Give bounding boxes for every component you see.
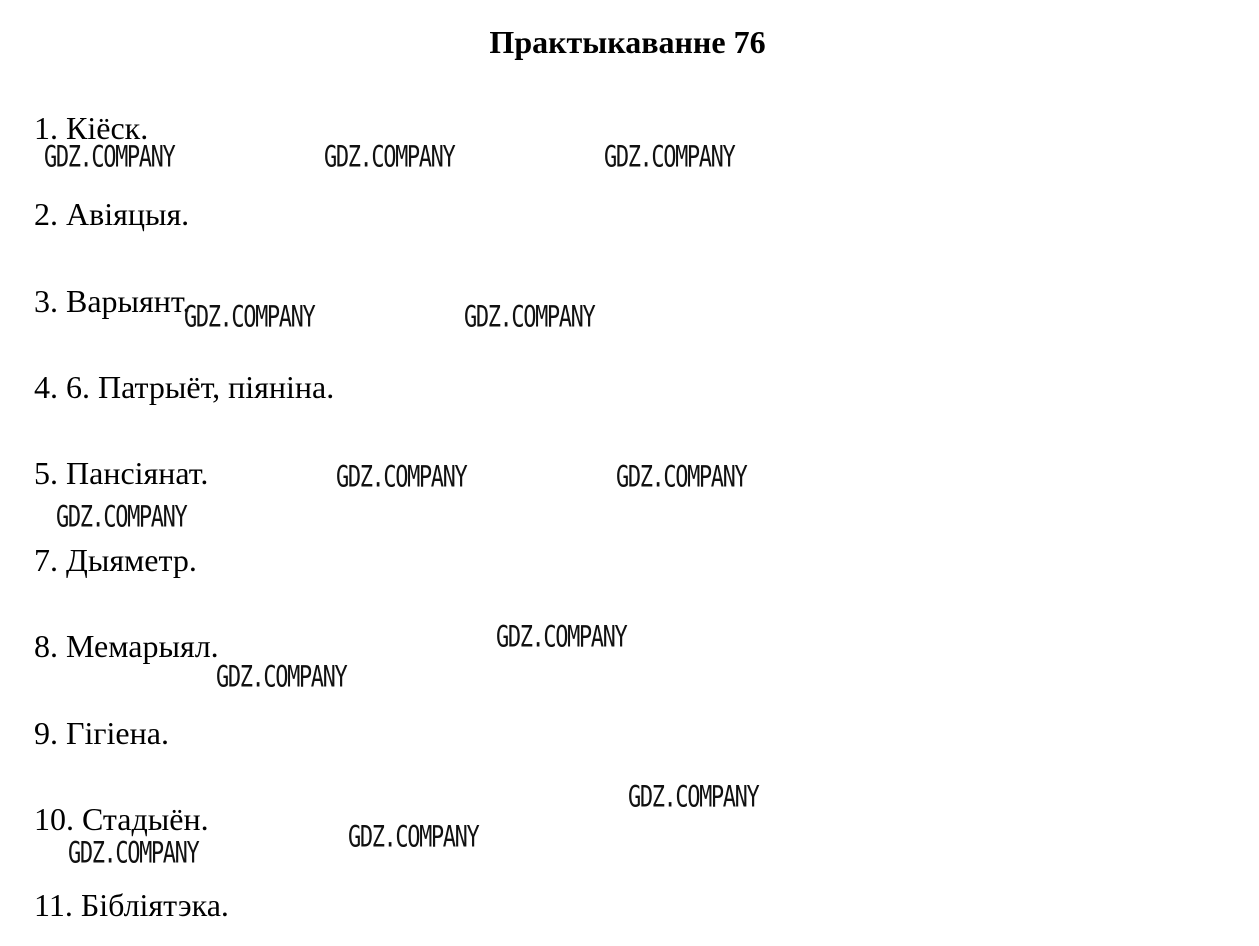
watermark: GDZ.COMPANY	[44, 140, 175, 175]
answer-4: 4. 6. Патрыёт, піяніна.	[34, 369, 335, 405]
watermark: GDZ.COMPANY	[68, 836, 199, 871]
page-title: Практыкаванне 76	[489, 24, 766, 60]
answer-1: 1. Кіёск.	[34, 110, 149, 146]
watermark: GDZ.COMPANY	[324, 140, 455, 175]
answer-3: 3. Варыянт.	[34, 283, 191, 319]
watermark: GDZ.COMPANY	[348, 820, 479, 855]
answer-8: 8. Мемарыял.	[34, 628, 219, 664]
watermark: GDZ.COMPANY	[604, 140, 735, 175]
watermark: GDZ.COMPANY	[464, 300, 595, 335]
answer-5: 5. Пансіянат.	[34, 455, 209, 491]
watermark: GDZ.COMPANY	[496, 620, 627, 655]
answer-9: 9. Гігіена.	[34, 715, 169, 751]
watermark: GDZ.COMPANY	[336, 460, 467, 495]
watermark: GDZ.COMPANY	[184, 300, 315, 335]
answer-11: 11. Бібліятэка.	[34, 887, 229, 923]
answer-7: 7. Дыяметр.	[34, 542, 197, 578]
watermark: GDZ.COMPANY	[216, 660, 347, 695]
answer-10: 10. Стадыён.	[34, 801, 209, 837]
watermark: GDZ.COMPANY	[616, 460, 747, 495]
watermark: GDZ.COMPANY	[56, 500, 187, 535]
watermark: GDZ.COMPANY	[628, 780, 759, 815]
answer-2: 2. Авіяцыя.	[34, 196, 190, 232]
